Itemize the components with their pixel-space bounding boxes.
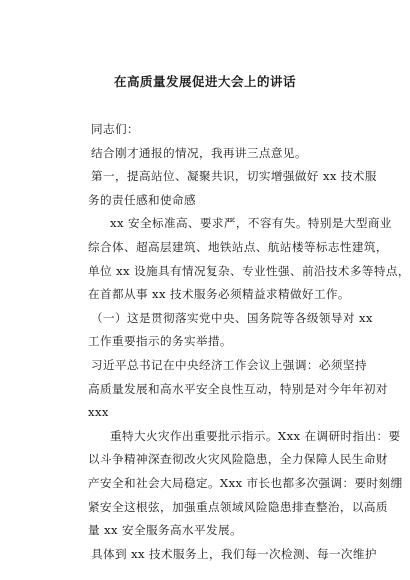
paragraph-line: 紧安全这根弦，加强重点领域风险隐患排查整治，以高质 (88, 499, 388, 514)
document-title: 在高质量发展促进大会上的讲话 (113, 74, 296, 89)
paragraph-line: xx 安全标准高、要求严，不容有失。特别是大型商业 (110, 216, 392, 231)
paragraph-line: xxx (88, 405, 109, 420)
paragraph-line: 综合体、超高层建筑、地铁站点、航站楼等标志性建筑， (88, 239, 388, 254)
paragraph-line: 具体到 xx 技术服务上，我们每一次检测、每一次维护 (91, 546, 377, 561)
salutation-line: 同志们： (91, 122, 139, 136)
paragraph-line: 单位 xx 设施具有情况复杂、专业性强、前沿技术多等特点， (88, 263, 410, 278)
section-heading-line: （一）这是贯彻落实党中央、国务院等各级领导对 xx (91, 310, 373, 325)
document-body (88, 118, 410, 566)
paragraph-line: 第一，提高站位、凝聚共识，切实增强做好 xx 技术服 (91, 169, 377, 184)
paragraph-line: 高质量发展和高水平安全良性互动，特别是对今年年初对 (88, 381, 388, 396)
paragraph-line: 重特大火灾作出重要批示指示。Xxx 在调研时指出：要 (110, 428, 401, 443)
paragraph-line: 产安全和社会大局稳定。Xxx 市长也都多次强调：要时刻绷 (88, 475, 403, 490)
paragraph-line: 量 xx 安全服务高水平发展。 (88, 523, 242, 538)
paragraph-line: 在首都从事 xx 技术服务必须精益求精做好工作。 (88, 287, 350, 302)
paragraph-line: 习近平总书记在中央经济工作会议上强调：必须坚持 (91, 357, 367, 372)
paragraph-line: 结合刚才通报的情况，我再讲三点意见。 (91, 145, 307, 160)
section-heading-line: 工作重要指示的务实举措。 (88, 334, 232, 349)
paragraph-line: 务的责任感和使命感 (88, 192, 196, 207)
paragraph-line: 以斗争精神深查彻改火灾风险隐患，全力保障人民生命财 (88, 452, 388, 467)
